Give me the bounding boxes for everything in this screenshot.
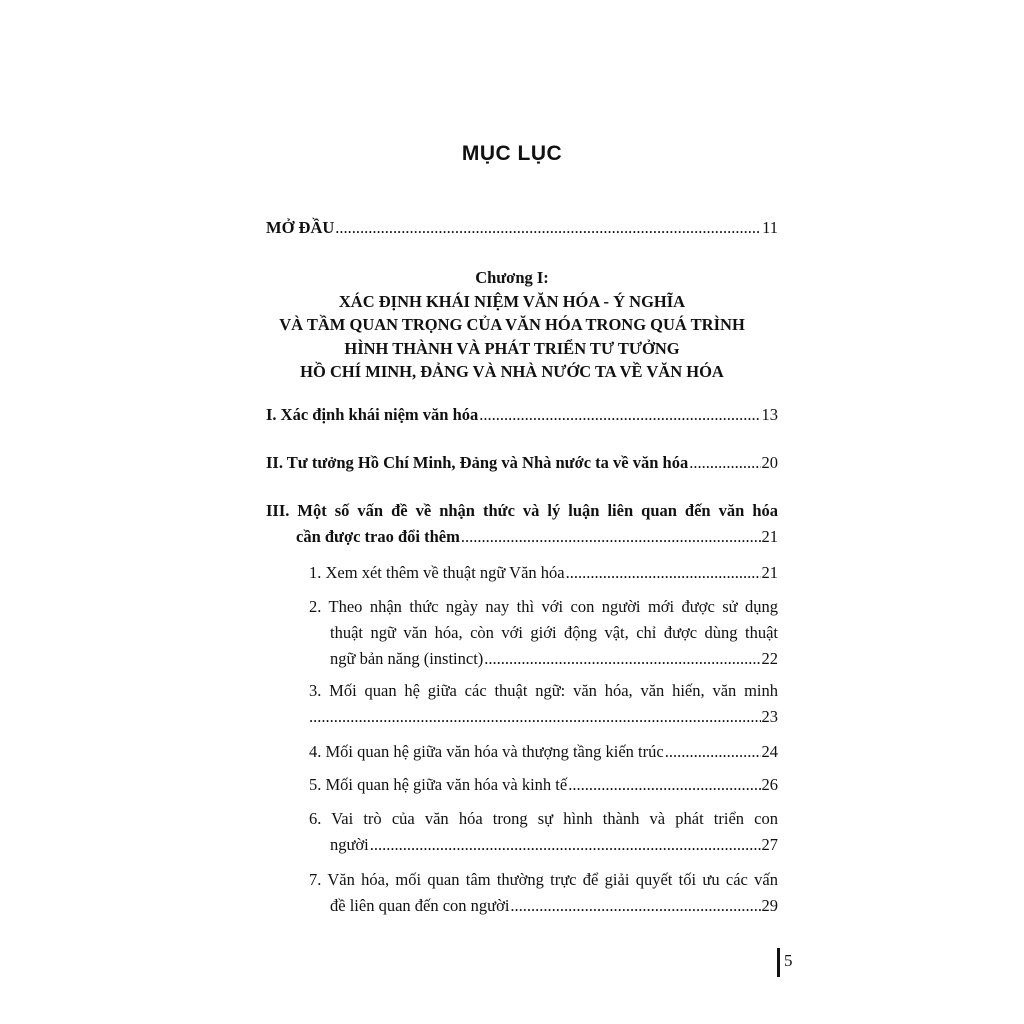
toc-page-number: 21	[761, 527, 778, 546]
toc-entry-item	[309, 806, 778, 858]
toc-entry-item	[309, 594, 778, 672]
toc-entry-label: đề liên quan đến con người	[330, 896, 510, 915]
toc-page-number: 20	[761, 453, 778, 472]
toc-page-number: 13	[761, 405, 778, 424]
page-title: MỤC LỤC	[461, 142, 563, 165]
toc-page-number: 22	[761, 649, 778, 668]
leader-dots	[370, 832, 761, 858]
leader-dots	[484, 646, 760, 672]
toc-entry-label: I. Xác định khái niệm văn hóa	[266, 405, 479, 424]
toc-entry-label: 2. Theo nhận thức ngày nay thì với con người mới được sử dụng	[309, 597, 778, 616]
chapter-title-line: XÁC ĐỊNH KHÁI NIỆM VĂN HÓA - Ý NGHĨA	[338, 291, 686, 311]
toc-page-number: 24	[761, 742, 778, 761]
leader-dots	[461, 524, 761, 550]
toc-page-number: 27	[761, 835, 778, 854]
toc-entry-item	[309, 867, 778, 919]
toc-entry-item	[309, 772, 778, 798]
toc-entry-label: MỞ ĐẦU	[266, 218, 335, 237]
chapter-label: Chương I:	[475, 268, 549, 287]
toc-page-number: 21	[761, 563, 778, 582]
toc-entry-section	[266, 498, 778, 550]
leader-dots	[309, 704, 761, 730]
toc-page-number: 11	[762, 218, 778, 237]
toc-entry-label: 7. Văn hóa, mối quan tâm thường trực để giải quyết tối ưu các vấn	[309, 870, 778, 889]
toc-page-number: 29	[761, 896, 778, 915]
toc-page-number: 26	[761, 775, 778, 794]
leader-dots	[335, 215, 761, 241]
toc-entry-item	[309, 739, 778, 765]
chapter-title-line: HỒ CHÍ MINH, ĐẢNG VÀ NHÀ NƯỚC TA VỀ VĂN HÓA	[300, 362, 724, 381]
chapter-title-line: VÀ TẦM QUAN TRỌNG CỦA VĂN HÓA TRONG QUÁ TRÌNH	[279, 315, 745, 334]
toc-page-number: 23	[761, 707, 778, 726]
toc-entry-section	[266, 450, 778, 476]
leader-dots	[479, 402, 760, 428]
folio-divider	[777, 948, 780, 977]
leader-dots	[568, 772, 760, 798]
toc-entry-label: 6. Vai trò của văn hóa trong sự hình thành và phát triển con	[309, 809, 778, 828]
chapter-title-line: HÌNH THÀNH VÀ PHÁT TRIỂN TƯ TƯỞNG	[344, 338, 680, 358]
leader-dots	[665, 739, 761, 765]
toc-entry-label: ngữ bản năng (instinct)	[330, 649, 484, 668]
toc-entry-label: 4. Mối quan hệ giữa văn hóa và thượng tầng kiến trúc	[309, 742, 664, 761]
page-number: 5	[784, 951, 793, 970]
toc-entry-label: 1. Xem xét thêm về thuật ngữ Văn hóa	[309, 563, 565, 582]
toc-entry-label: thuật ngữ văn hóa, còn với giới động vật, chỉ được dùng thuật	[330, 623, 778, 642]
toc-entry-label: II. Tư tưởng Hồ Chí Minh, Đảng và Nhà nước ta về văn hóa	[266, 453, 689, 472]
toc-entry-label: 3. Mối quan hệ giữa các thuật ngữ: văn hóa, văn hiến, văn minh	[309, 681, 778, 700]
toc-entry-intro	[266, 215, 778, 241]
toc-entry-label: III. Một số vấn đề về nhận thức và lý luận liên quan đến văn hóa	[266, 501, 778, 520]
leader-dots	[566, 560, 761, 586]
leader-dots	[510, 893, 760, 919]
toc-entry-item	[309, 678, 778, 730]
toc-entry-label: cần được trao đổi thêm	[296, 527, 460, 546]
leader-dots	[689, 450, 760, 476]
toc-entry-section	[266, 402, 778, 428]
toc-entry-label: người	[330, 835, 369, 854]
toc-entry-label: 5. Mối quan hệ giữa văn hóa và kinh tế	[309, 775, 568, 794]
toc-entry-item	[309, 560, 778, 586]
chapter-heading	[0, 266, 1024, 384]
